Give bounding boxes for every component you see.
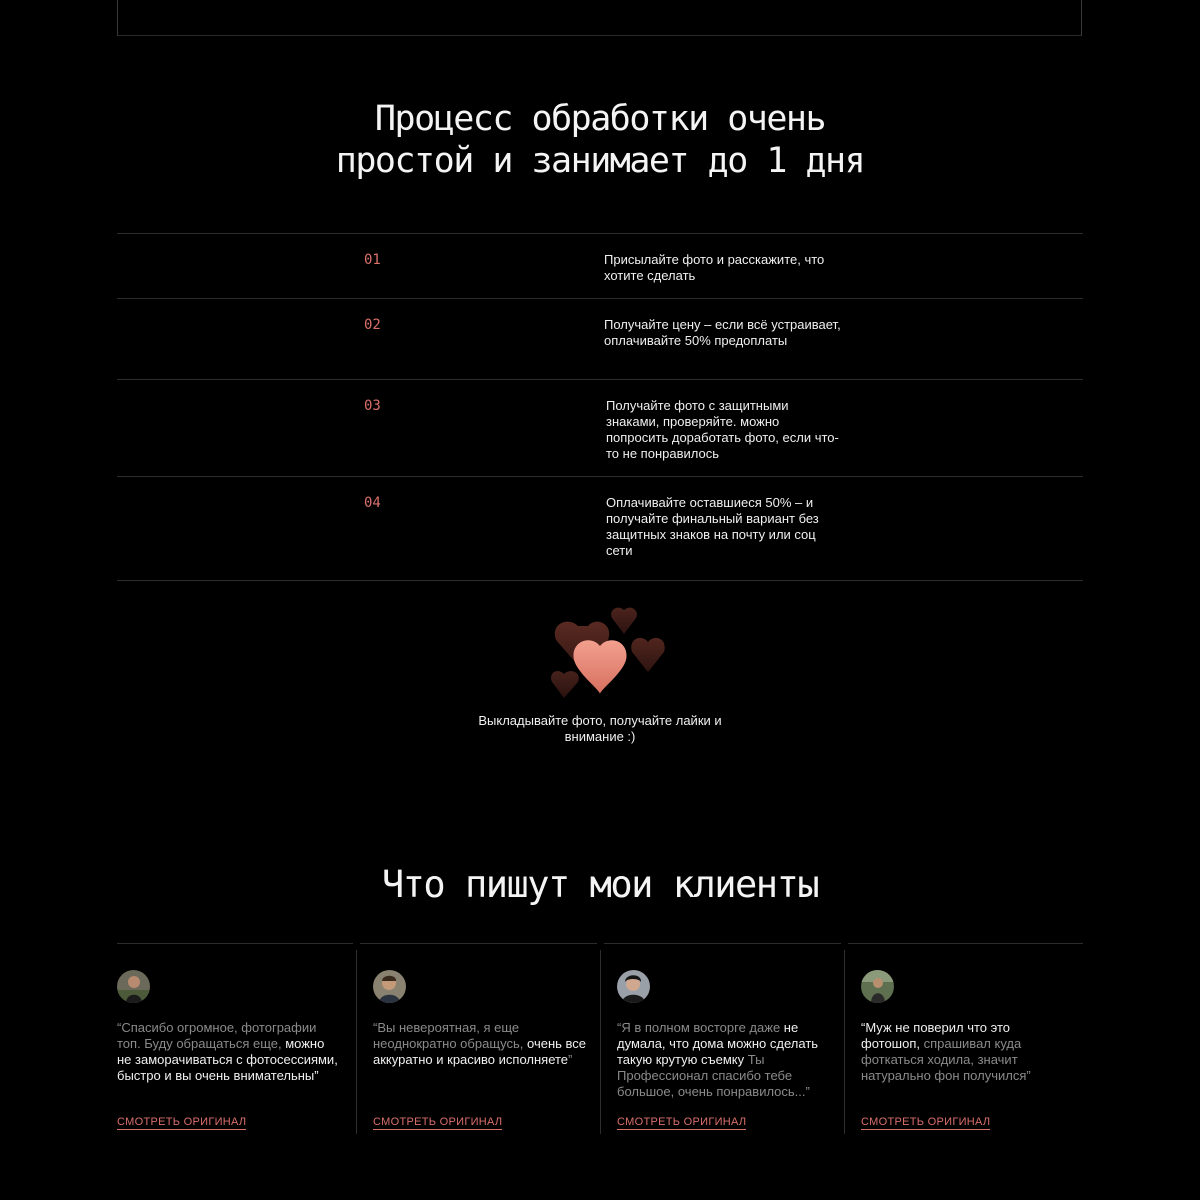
step-row: [117, 476, 1083, 581]
review-card: [848, 943, 1083, 1134]
step-row: [117, 233, 1083, 298]
review-text: “Муж не поверил что это фотошоп, спрашивал куда фоткаться ходила, значит натурально фон получился”: [861, 1020, 1031, 1083]
reviews-title: Что пишут мои клиенты: [381, 863, 819, 906]
step-text: Получайте цену – если всё устраивает, оплачивайте 50% предоплаты: [604, 317, 841, 348]
likes-caption: Выкладывайте фото, получайте лайки и внимание :): [478, 713, 722, 744]
column-divider: [600, 950, 601, 1134]
step-number: 01: [364, 252, 381, 268]
avatar: [117, 970, 150, 1003]
process-title: Процесс обработки очень простой и занимает до 1 дня: [335, 99, 865, 181]
hearts-icon: [548, 606, 668, 700]
avatar: [373, 970, 406, 1003]
step-row: [117, 298, 1083, 379]
review-text: “Я в полном восторге даже не думала, что дома можно сделать такую крутую съемку Ты Профессионал спасибо тебе большое, очень понравилось...”: [617, 1020, 819, 1099]
column-divider: [844, 950, 845, 1134]
step-text: Оплачивайте оставшиеся 50% – и получайте финальный вариант без защитных знаков на почту или соц сети: [606, 495, 819, 558]
review-card: [604, 943, 841, 1134]
view-original-link[interactable]: СМОТРЕТЬ ОРИГИНАЛ: [617, 1116, 747, 1128]
step-text: Получайте фото с защитными знаками, проверяйте. можно попросить доработать фото, если что-то не понравилось: [606, 398, 839, 461]
review-text: “Вы невероятная, я еще неоднократно обращусь, очень все аккуратно и красиво исполняете”: [373, 1020, 587, 1067]
column-divider: [356, 950, 357, 1134]
review-card: [117, 943, 353, 1134]
step-text: Присылайте фото и расскажите, что хотите сделать: [604, 252, 825, 283]
top-frame: [117, 0, 1082, 36]
avatar: [861, 970, 894, 1003]
step-row: [117, 379, 1083, 476]
step-number: 03: [364, 398, 381, 414]
view-original-link[interactable]: СМОТРЕТЬ ОРИГИНАЛ: [861, 1116, 991, 1128]
view-original-link[interactable]: СМОТРЕТЬ ОРИГИНАЛ: [373, 1116, 503, 1128]
step-number: 02: [364, 317, 381, 333]
review-text: “Спасибо огромное, фотографии топ. Буду обращаться еще, можно не заморачиваться с фотосессиями, быстро и вы очень внимательны”: [117, 1020, 338, 1083]
avatar: [617, 970, 650, 1003]
process-steps: [117, 233, 1083, 581]
reviews-grid: [117, 943, 1083, 1138]
step-number: 04: [364, 495, 381, 511]
review-card: [360, 943, 597, 1134]
view-original-link[interactable]: СМОТРЕТЬ ОРИГИНАЛ: [117, 1116, 247, 1128]
